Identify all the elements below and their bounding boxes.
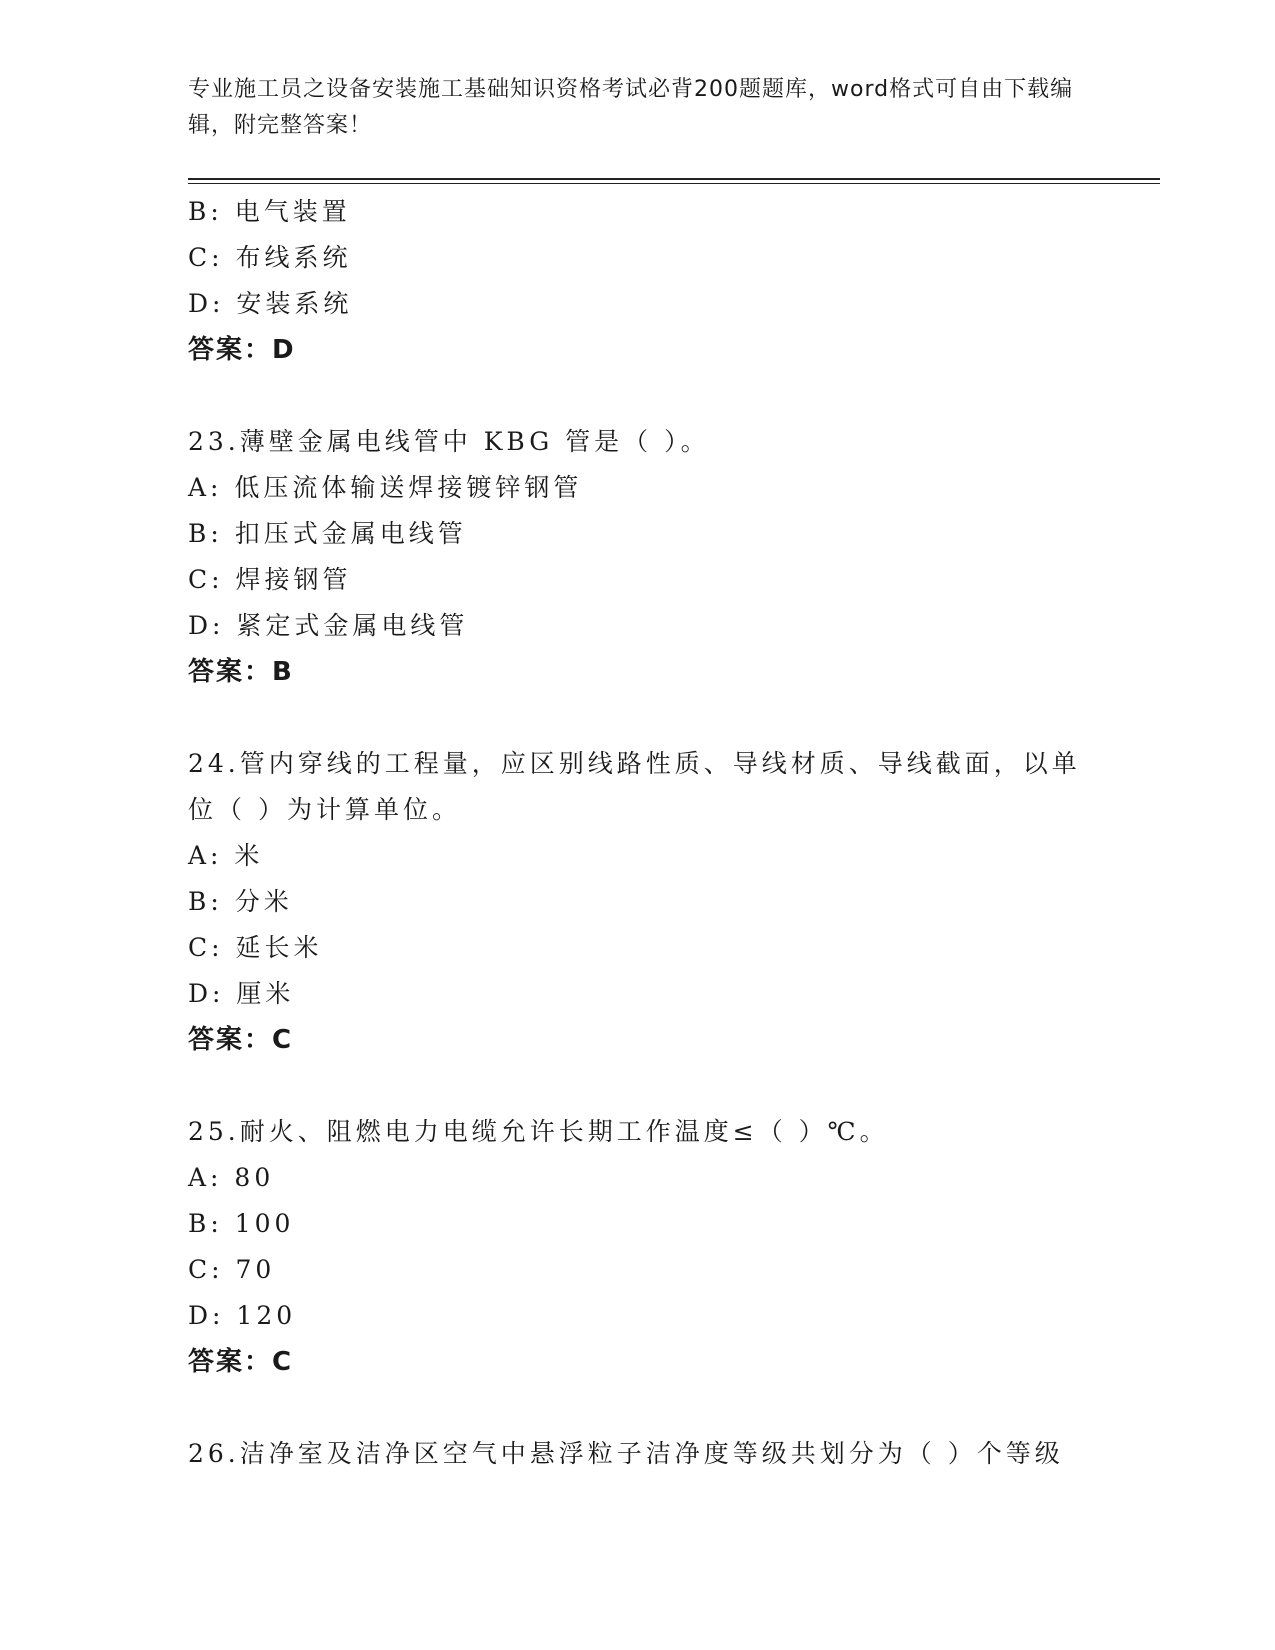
answer: 答案：B (188, 657, 294, 687)
question-25 (188, 1109, 1118, 1385)
question-list (188, 189, 1118, 1477)
option-c: C: 焊接钢管 (188, 565, 352, 594)
option-a: A: 低压流体输送焊接镀锌钢管 (188, 473, 583, 502)
question-stem: 25.耐火、阻燃电力电缆允许长期工作温度≤（ ）℃。 (188, 1117, 889, 1146)
option-b: B: 扣压式金属电线管 (188, 519, 467, 548)
option-c: C: 延长米 (188, 933, 323, 962)
option-d: D: 120 (188, 1301, 297, 1330)
question-stem-line-1: 24.管内穿线的工程量，应区别线路性质、导线材质、导线截面，以单 (188, 749, 1081, 778)
document-intro: 专业施工员之设备安装施工基础知识资格考试必背200题题库，word格式可自由下载编辑，附完整答案！ (188, 77, 1074, 138)
option-d: D: 安装系统 (188, 289, 353, 318)
answer: 答案：C (188, 1347, 294, 1377)
option-c: C: 70 (188, 1255, 276, 1284)
option-a: A: 米 (188, 841, 264, 870)
option-d: D: 厘米 (188, 979, 295, 1008)
answer: 答案：C (188, 1025, 294, 1055)
question-22-continued (188, 189, 1118, 373)
question-stem-line-2: 位（ ）为计算单位。 (188, 795, 461, 824)
answer: 答案：D (188, 335, 296, 365)
option-b: B: 100 (188, 1209, 295, 1238)
spacer (188, 373, 1118, 419)
question-stem: 26.洁净室及洁净区空气中悬浮粒子洁净度等级共划分为（ ）个等级 (188, 1439, 1064, 1468)
spacer (188, 1385, 1118, 1431)
option-b: B: 分米 (188, 887, 293, 916)
spacer (188, 1063, 1118, 1109)
question-24 (188, 741, 1118, 1063)
option-a: A: 80 (188, 1163, 275, 1192)
question-26 (188, 1431, 1118, 1477)
option-b: B: 电气装置 (188, 197, 351, 226)
spacer (188, 695, 1118, 741)
option-c: C: 布线系统 (188, 243, 352, 272)
header-divider-thick (188, 178, 1160, 180)
question-23 (188, 419, 1118, 695)
question-stem: 23.薄壁金属电线管中 KBG 管是（ ）。 (188, 427, 710, 456)
option-d: D: 紧定式金属电线管 (188, 611, 469, 640)
header-divider-thin (188, 183, 1160, 184)
